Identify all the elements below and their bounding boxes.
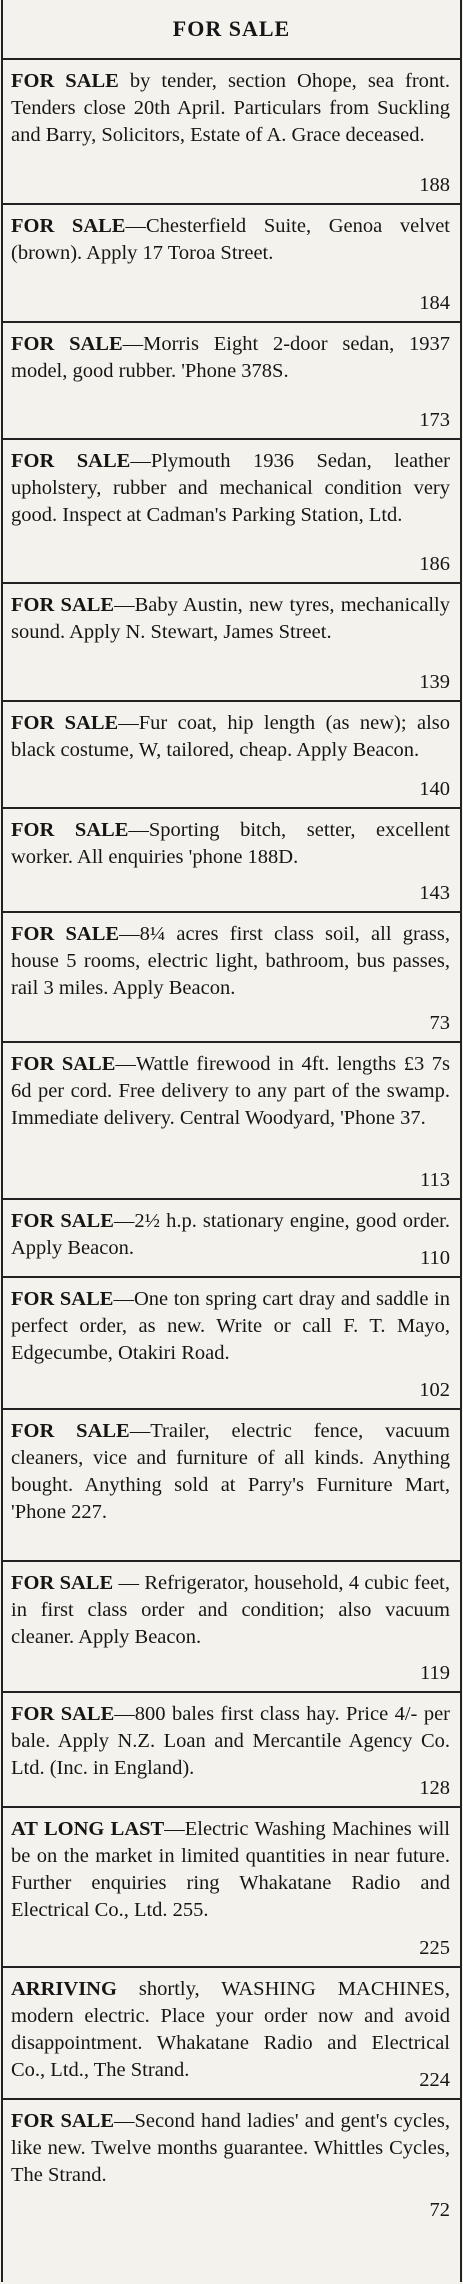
classified-ad <box>3 807 460 911</box>
classifieds-column <box>1 0 462 2282</box>
ad-text <box>11 213 450 267</box>
ad-number: 143 <box>419 882 450 904</box>
ad-lead: FOR SALE <box>11 923 120 945</box>
ad-text <box>11 1816 450 1924</box>
ad-number: 102 <box>419 1379 450 1401</box>
ad-number: 188 <box>419 174 450 196</box>
ad-text <box>11 710 450 764</box>
ad-lead: FOR SALE <box>11 1210 114 1232</box>
ad-text <box>11 1418 450 1526</box>
classified-ad <box>3 1276 460 1408</box>
ad-number: 139 <box>419 671 450 693</box>
ad-text <box>11 2108 450 2189</box>
ad-body: —Wattle firewood in 4ft. lengths £3 7s 6d per cord. Free delivery to any part of the swamp. Immediate delivery. Central Woodyard, 'Phone 37. <box>11 1053 450 1129</box>
ad-text <box>11 331 450 385</box>
ad-text <box>11 1051 450 1132</box>
ad-number: 73 <box>429 1012 450 1034</box>
ad-text <box>11 1701 450 1782</box>
classified-ad <box>3 203 460 321</box>
ad-body: —800 bales first class hay. Price 4/- per bale. Apply N.Z. Loan and Mercantile Agency Co. Ltd. (Inc. in England). <box>11 1703 450 1779</box>
ad-lead: FOR SALE <box>11 1420 130 1442</box>
classified-ad <box>3 582 460 700</box>
ad-body: —Chesterfield Suite, Genoa velvet (brown). Apply 17 Toroa Street. <box>11 215 450 264</box>
section-heading: FOR SALE <box>172 16 291 41</box>
ad-text <box>11 817 450 871</box>
ad-lead: FOR SALE <box>11 1053 116 1075</box>
ad-body: shortly, WASHING MACHINES, modern electric. Place your order now and avoid disappointment. Whakatane Radio and Electrical Co., Ltd., The Strand. <box>11 1978 450 2081</box>
ad-body: —Electric Washing Machines will be on the market in limited quantities in near future. Further enquiries ring Whakatane Radio and Electrical Co., Ltd. 255. <box>11 1818 450 1921</box>
ad-lead: FOR SALE <box>11 70 119 92</box>
ad-body: —One ton spring cart dray and saddle in perfect order, as new. Write or call F. T. Mayo, Edgecumbe, Otakiri Road. <box>11 1288 450 1364</box>
ad-body: —2½ h.p. stationary engine, good order. Apply Beacon. <box>11 1210 450 1259</box>
ad-lead: ARRIVING <box>11 1978 117 2000</box>
ad-body: — Refrigerator, household, 4 cubic feet, in first class order and condition; also vacuum cleaner. Apply Beacon. <box>11 1572 450 1648</box>
ad-number: 173 <box>419 409 450 431</box>
classified-ad <box>3 438 460 582</box>
classified-ad <box>3 58 460 203</box>
ad-body: —Sporting bitch, setter, excellent worker. All enquiries 'phone 188D. <box>11 819 450 868</box>
classified-ad <box>3 1691 460 1806</box>
classified-ad <box>3 700 460 807</box>
classified-ad <box>3 1806 460 1966</box>
ad-body: —Fur coat, hip length (as new); also black costume, W, tailored, cheap. Apply Beacon. <box>11 712 450 761</box>
ad-number: 72 <box>429 2199 450 2221</box>
ad-lead: FOR SALE <box>11 333 123 355</box>
ad-body: —Trailer, electric fence, vacuum cleaners, vice and furniture of all kinds. Anything bought. Anything sold at Parry's Furniture Mart, 'Phone 227. <box>11 1420 450 1523</box>
ad-text <box>11 1286 450 1367</box>
classified-ad <box>3 1560 460 1691</box>
ad-number: 225 <box>419 1937 450 1959</box>
ad-number: 186 <box>419 553 450 575</box>
ad-lead: FOR SALE <box>11 2110 114 2132</box>
ad-body: —Plymouth 1936 Sedan, leather upholstery, rubber and mechanical condition very good. Inspect at Cadman's Parking Station, Ltd. <box>11 450 450 526</box>
classified-ad <box>3 911 460 1041</box>
ad-text <box>11 1208 450 1262</box>
ad-number: 224 <box>419 2069 450 2091</box>
ad-text <box>11 592 450 646</box>
ad-number: 119 <box>420 1662 450 1684</box>
ad-number: 184 <box>419 292 450 314</box>
ad-body: —Second hand ladies' and gent's cycles, like new. Twelve months guarantee. Whittles Cycles, The Strand. <box>11 2110 450 2186</box>
ad-number: 128 <box>419 1777 450 1799</box>
classified-ad <box>3 1041 460 1198</box>
ad-body: —Morris Eight 2-door sedan, 1937 model, good rubber. 'Phone 378S. <box>11 333 450 382</box>
ad-lead: FOR SALE <box>11 1288 114 1310</box>
ad-text <box>11 1570 450 1651</box>
classified-ad <box>3 1408 460 1560</box>
ad-lead: FOR SALE <box>11 712 119 734</box>
ad-lead: FOR SALE <box>11 594 115 616</box>
ad-lead: FOR SALE <box>11 450 131 472</box>
ad-text <box>11 68 450 149</box>
ad-text <box>11 1976 450 2084</box>
ad-lead: AT LONG LAST <box>11 1818 165 1840</box>
ad-body: —Baby Austin, new tyres, mechanically sound. Apply N. Stewart, James Street. <box>11 594 450 643</box>
ad-lead: FOR SALE <box>11 1572 114 1594</box>
ad-lead: FOR SALE <box>11 819 129 841</box>
ad-text <box>11 448 450 529</box>
ad-text <box>11 921 450 1002</box>
classified-ad <box>3 2098 460 2228</box>
classified-ad <box>3 321 460 438</box>
ad-body: —8¼ acres first class soil, all grass, house 5 rooms, electric light, bathroom, bus passes, rail 3 miles. Apply Beacon. <box>11 923 451 999</box>
ad-number: 140 <box>419 778 450 800</box>
ad-body: by tender, section Ohope, sea front. Tenders close 20th April. Particulars from Suckling and Barry, Solicitors, Estate of A. Grace deceased. <box>11 70 450 146</box>
ad-number: 113 <box>420 1169 450 1191</box>
classified-ad <box>3 1198 460 1276</box>
ad-number: 110 <box>420 1247 450 1269</box>
ad-lead: FOR SALE <box>11 1703 115 1725</box>
classified-ad <box>3 1966 460 2098</box>
ad-lead: FOR SALE <box>11 215 126 237</box>
